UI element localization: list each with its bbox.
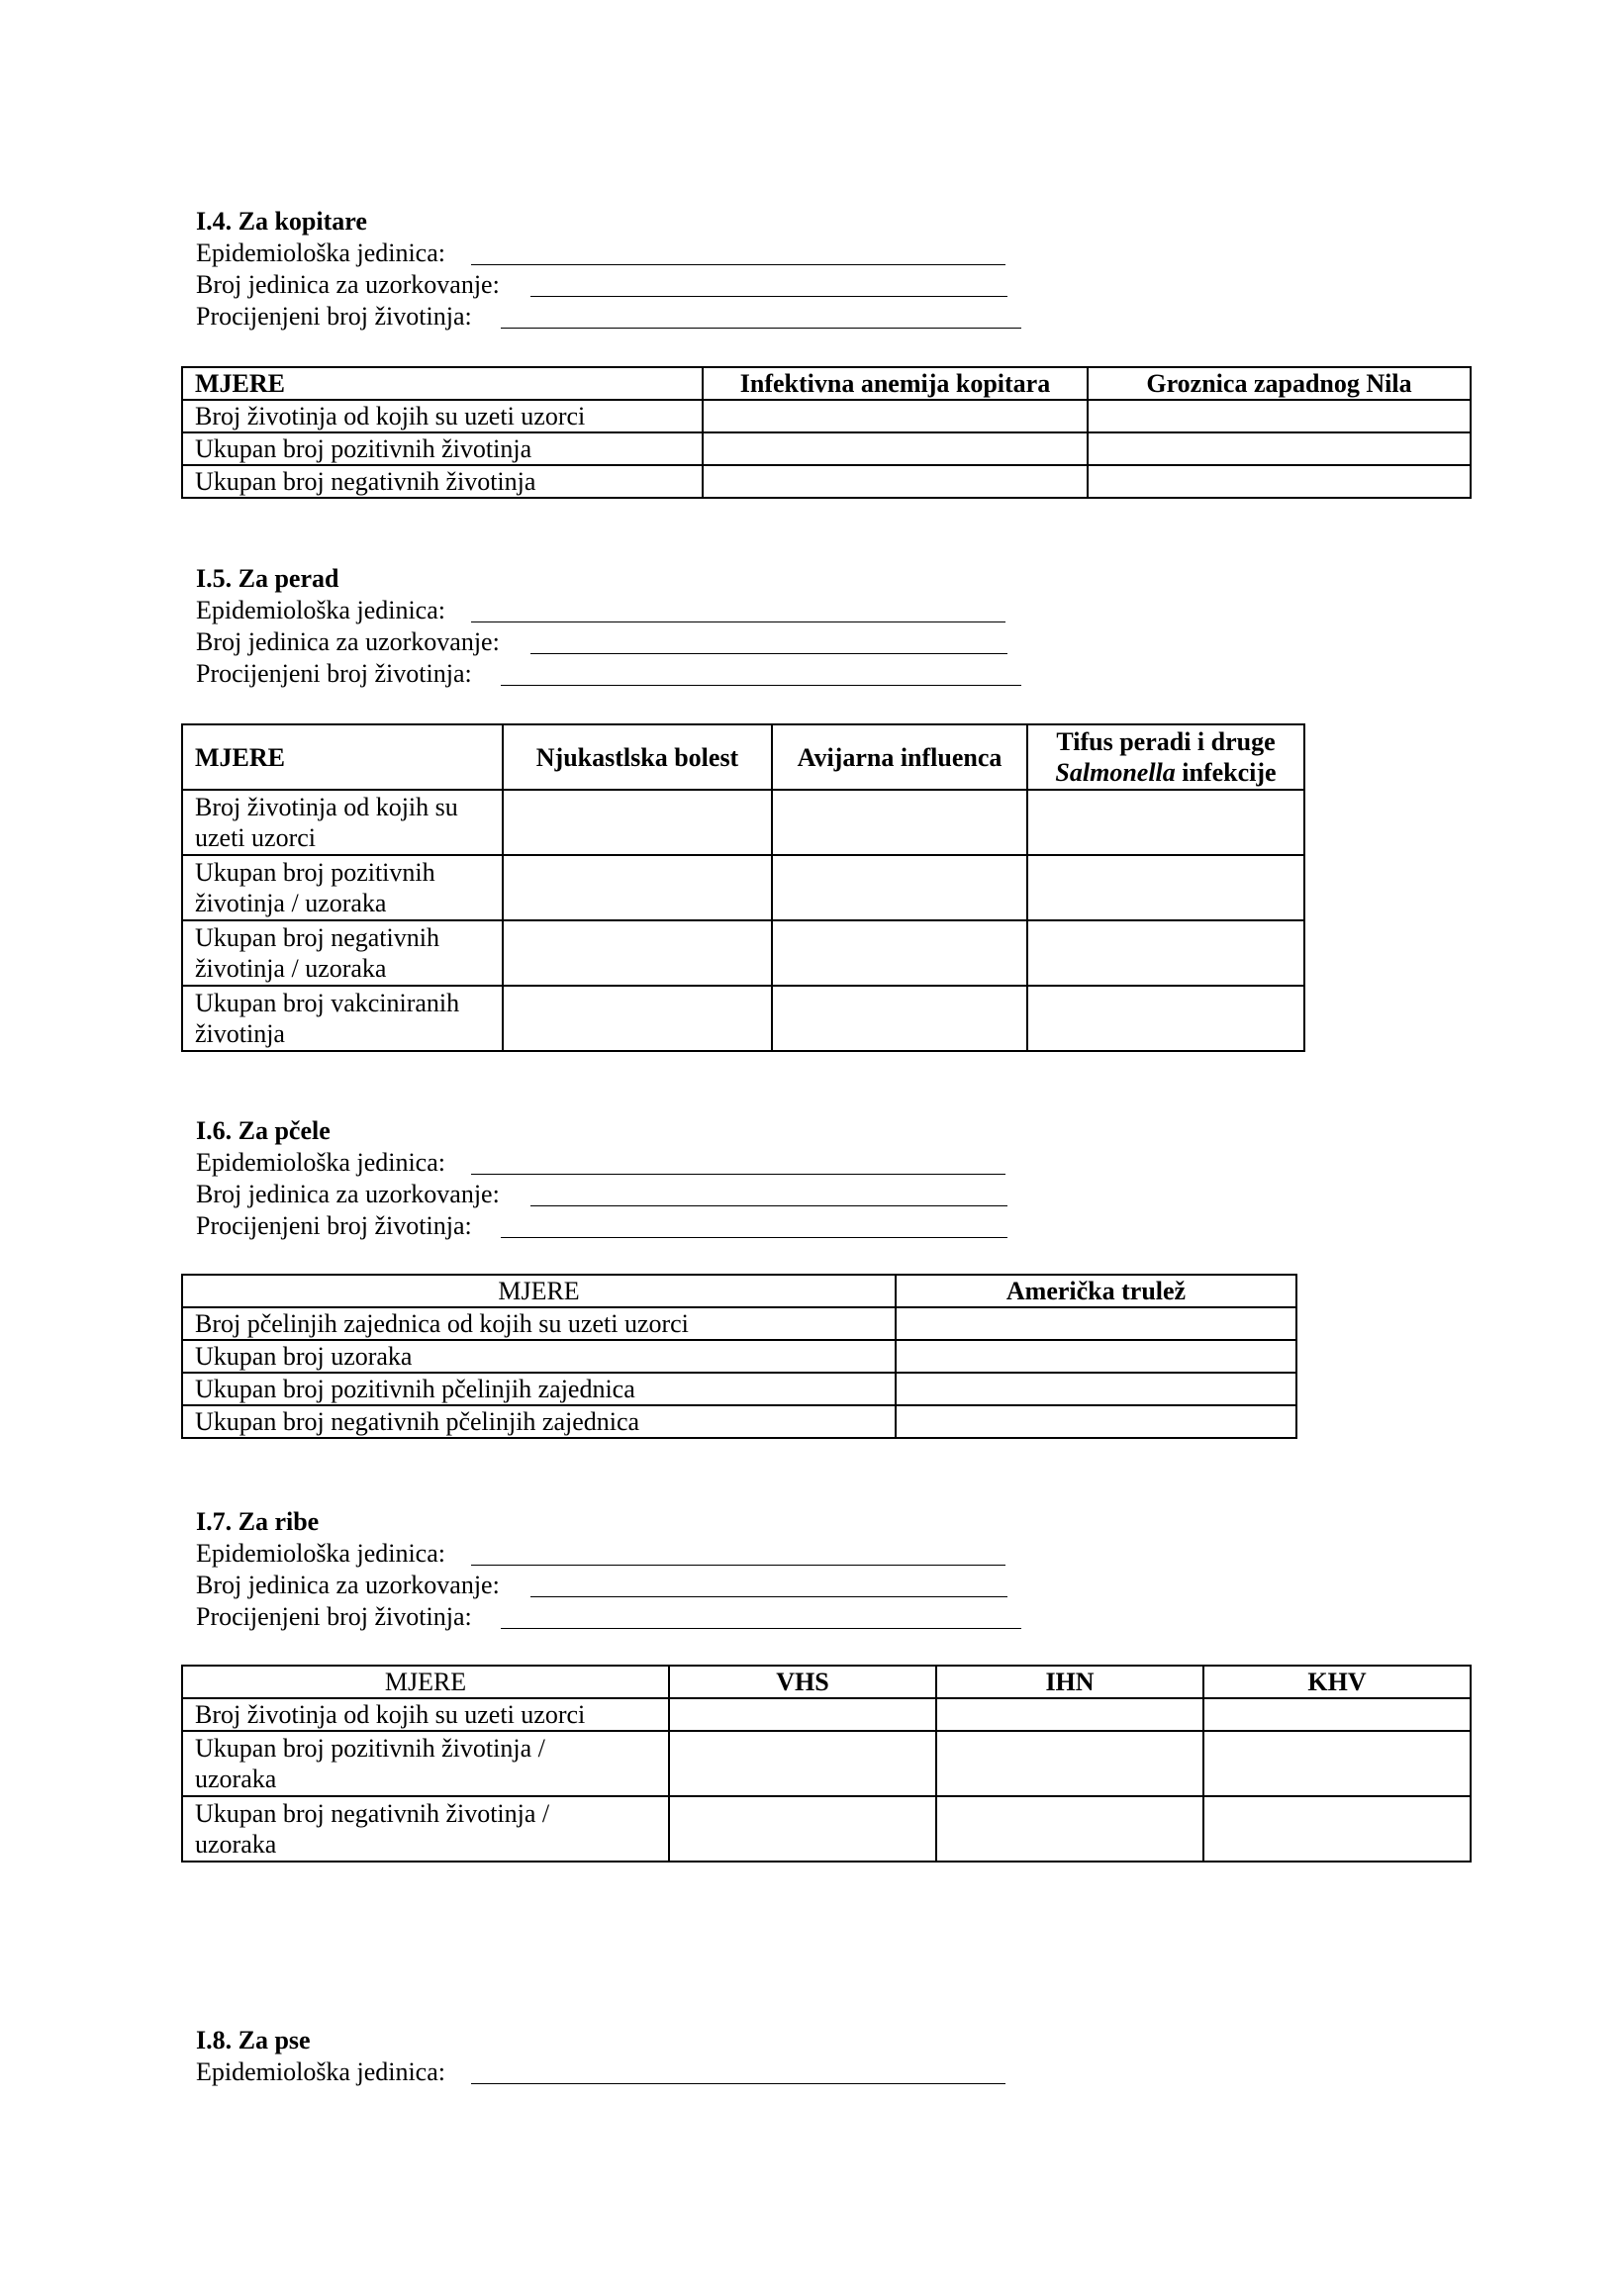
header-typhus-salmonella: Tifus peradi i druge Salmonella infekcije: [1027, 724, 1304, 790]
cell-input[interactable]: [1027, 986, 1304, 1051]
cell-input[interactable]: [503, 986, 772, 1051]
cell-input[interactable]: [896, 1405, 1296, 1438]
cell-input[interactable]: [1027, 790, 1304, 855]
cell-input[interactable]: [896, 1373, 1296, 1405]
cell-input[interactable]: [772, 986, 1027, 1051]
cell-input[interactable]: [669, 1796, 936, 1862]
header-avian-influenza: Avijarna influenca: [772, 724, 1027, 790]
header-eia: Infektivna anemija kopitara: [703, 367, 1088, 400]
header-newcastle: Njukastlska bolest: [503, 724, 772, 790]
cell-input[interactable]: [1027, 855, 1304, 920]
row-label: Broj pčelinjih zajednica od kojih su uzeti uzorci: [182, 1307, 896, 1340]
cell-input[interactable]: [772, 790, 1027, 855]
field-epidemiological-unit: Epidemiološka jedinica:: [196, 595, 500, 626]
section-title: I.4. Za kopitare: [196, 207, 367, 236]
fill-line[interactable]: [471, 1565, 1005, 1566]
field-epidemiological-unit: Epidemiološka jedinica:: [196, 2056, 445, 2088]
row-label: Ukupan broj pozitivnih životinja / uzoraka: [182, 855, 503, 920]
cell-input[interactable]: [503, 790, 772, 855]
fill-line[interactable]: [471, 264, 1005, 265]
cell-input[interactable]: [1088, 432, 1471, 465]
fill-line[interactable]: [501, 685, 1021, 686]
fill-line[interactable]: [501, 1237, 1007, 1238]
cell-input[interactable]: [1203, 1731, 1471, 1796]
section-title: I.8. Za pse: [196, 2026, 311, 2054]
header-measures: MJERE: [182, 1275, 896, 1307]
header-measures: MJERE: [182, 1666, 669, 1698]
field-sampling-units: Broj jedinica za uzorkovanje:: [196, 1570, 500, 1601]
row-label: Ukupan broj pozitivnih životinja: [182, 432, 703, 465]
cell-input[interactable]: [896, 1307, 1296, 1340]
cell-input[interactable]: [1203, 1698, 1471, 1731]
header-ihn: IHN: [936, 1666, 1203, 1698]
cell-input[interactable]: [503, 920, 772, 986]
section-ribe: [196, 1506, 500, 1633]
cell-input[interactable]: [1088, 465, 1471, 498]
cell-input[interactable]: [703, 400, 1088, 432]
fill-line[interactable]: [501, 1628, 1021, 1629]
section-title: I.5. Za perad: [196, 564, 339, 593]
field-sampling-units: Broj jedinica za uzorkovanje:: [196, 269, 500, 301]
table-perad: [181, 723, 1305, 1052]
fill-line[interactable]: [530, 653, 1007, 654]
field-estimated-animals: Procijenjeni broj životinja:: [196, 658, 500, 690]
header-measures: MJERE: [182, 724, 503, 790]
row-label: Ukupan broj negativnih pčelinjih zajednica: [182, 1405, 896, 1438]
row-label: Broj životinja od kojih su uzeti uzorci: [182, 1698, 669, 1731]
cell-input[interactable]: [669, 1698, 936, 1731]
row-label: Broj životinja od kojih su uzeti uzorci: [182, 400, 703, 432]
cell-input[interactable]: [772, 920, 1027, 986]
fill-line[interactable]: [471, 2083, 1005, 2084]
fill-line[interactable]: [530, 1596, 1007, 1597]
section-title: I.7. Za ribe: [196, 1507, 320, 1536]
table-kopitare: [181, 366, 1472, 499]
section-title: I.6. Za pčele: [196, 1116, 331, 1145]
cell-input[interactable]: [936, 1731, 1203, 1796]
header-khv: KHV: [1203, 1666, 1471, 1698]
cell-input[interactable]: [503, 855, 772, 920]
field-sampling-units: Broj jedinica za uzorkovanje:: [196, 1179, 500, 1210]
cell-input[interactable]: [1203, 1796, 1471, 1862]
field-epidemiological-unit: Epidemiološka jedinica:: [196, 238, 500, 269]
row-label: Ukupan broj pozitivnih životinja / uzoraka: [182, 1731, 669, 1796]
header-measures: MJERE: [182, 367, 703, 400]
cell-input[interactable]: [669, 1731, 936, 1796]
cell-input[interactable]: [936, 1796, 1203, 1862]
cell-input[interactable]: [1027, 920, 1304, 986]
row-label: Ukupan broj uzoraka: [182, 1340, 896, 1373]
section-kopitare: [196, 206, 500, 333]
field-estimated-animals: Procijenjeni broj životinja:: [196, 301, 500, 333]
cell-input[interactable]: [703, 432, 1088, 465]
row-label: Broj životinja od kojih su uzeti uzorci: [182, 790, 503, 855]
header-american-foulbrood: Američka trulež: [896, 1275, 1296, 1307]
header-wnf: Groznica zapadnog Nila: [1088, 367, 1471, 400]
row-label: Ukupan broj negativnih životinja: [182, 465, 703, 498]
fill-line[interactable]: [471, 621, 1005, 622]
fill-line[interactable]: [471, 1174, 1005, 1175]
row-label: Ukupan broj negativnih životinja / uzoraka: [182, 1796, 669, 1862]
field-epidemiological-unit: Epidemiološka jedinica:: [196, 1147, 500, 1179]
field-sampling-units: Broj jedinica za uzorkovanje:: [196, 626, 500, 658]
row-label: Ukupan broj pozitivnih pčelinjih zajednica: [182, 1373, 896, 1405]
field-estimated-animals: Procijenjeni broj životinja:: [196, 1601, 500, 1633]
table-pcele: [181, 1274, 1297, 1439]
fill-line[interactable]: [530, 1205, 1007, 1206]
cell-input[interactable]: [772, 855, 1027, 920]
section-perad: [196, 563, 500, 690]
fill-line[interactable]: [501, 328, 1021, 329]
table-ribe: [181, 1665, 1472, 1863]
field-epidemiological-unit: Epidemiološka jedinica:: [196, 1538, 500, 1570]
header-vhs: VHS: [669, 1666, 936, 1698]
cell-input[interactable]: [1088, 400, 1471, 432]
row-label: Ukupan broj vakciniranih životinja: [182, 986, 503, 1051]
section-psi: [196, 2025, 445, 2088]
row-label: Ukupan broj negativnih životinja / uzoraka: [182, 920, 503, 986]
cell-input[interactable]: [936, 1698, 1203, 1731]
fill-line[interactable]: [530, 296, 1007, 297]
field-estimated-animals: Procijenjeni broj životinja:: [196, 1210, 500, 1242]
cell-input[interactable]: [896, 1340, 1296, 1373]
cell-input[interactable]: [703, 465, 1088, 498]
section-pcele: [196, 1115, 500, 1242]
